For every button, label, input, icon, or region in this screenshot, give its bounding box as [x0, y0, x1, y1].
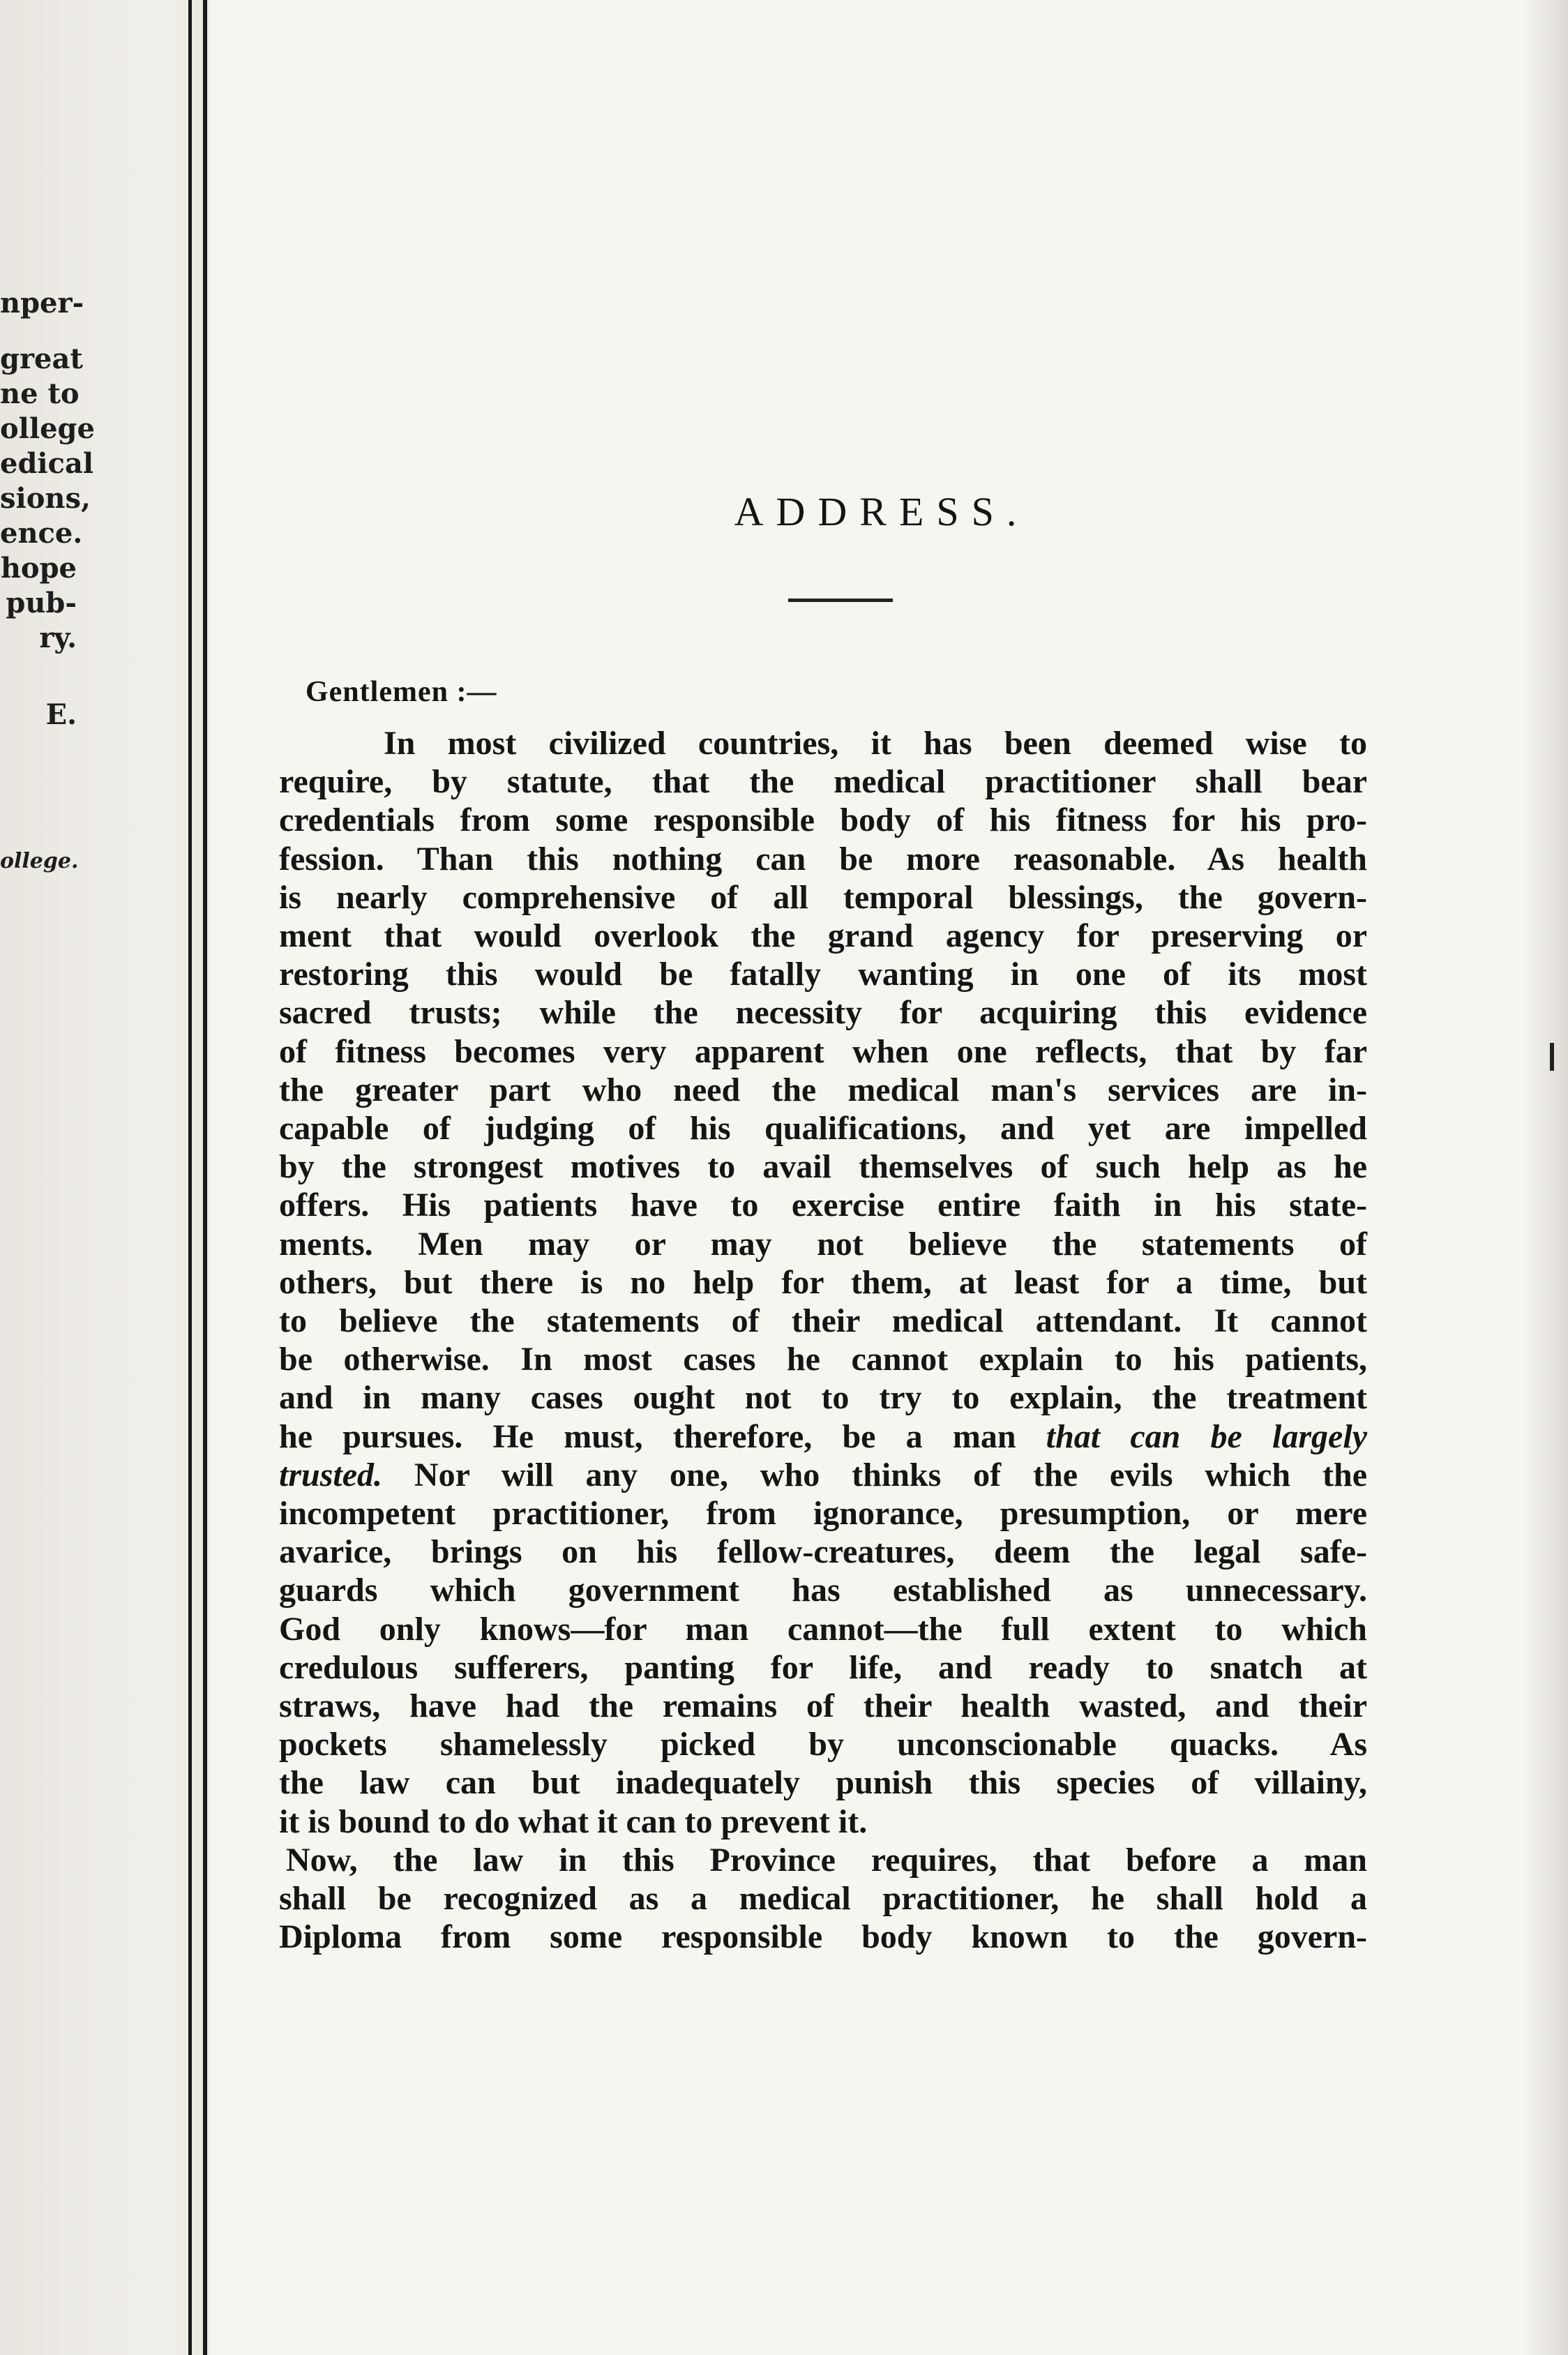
fragment: great	[0, 343, 83, 375]
text-line	[279, 1456, 1367, 1494]
text-line: require, by statute, that the medical practitioner shall bear	[279, 763, 1367, 801]
text-line: ments. Men may or may not believe the statements of	[279, 1225, 1367, 1263]
text-line: fession. Than this nothing can be more reasonable. As health	[279, 840, 1367, 878]
page-title: ADDRESS.	[734, 489, 1030, 534]
text-line: offers. His patients have to exercise entire faith in his state-	[279, 1187, 1367, 1224]
fragment: ollege.	[0, 849, 79, 873]
fragment: sions,	[0, 482, 91, 515]
edge-mark	[1550, 1043, 1554, 1071]
text-line: capable of judging of his qualifications, and yet are impelled	[279, 1110, 1367, 1148]
text-line: Now, the law in this Province requires, that before a man	[286, 1841, 1367, 1879]
text-line: the law can but inadequately punish this species of villainy,	[279, 1764, 1367, 1802]
salutation: Gentlemen :—	[306, 676, 497, 708]
text-line: God only knows—for man cannot—the full extent to which	[279, 1610, 1367, 1648]
text-line: of fitness becomes very apparent when one reflects, that by far	[279, 1032, 1367, 1070]
text-line: be otherwise. In most cases he cannot explain to his patients,	[279, 1341, 1367, 1378]
fragment: E.	[45, 698, 77, 731]
text-line: In most civilized countries, it has been deemed wise to	[384, 725, 1367, 762]
text-line: avarice, brings on his fellow-creatures, deem the legal safe-	[279, 1533, 1367, 1571]
previous-page-fragments	[0, 286, 181, 879]
page-edge-shadow	[1526, 0, 1568, 2355]
text-segment: Nor will any one, who thinks of the evils which the	[382, 1456, 1367, 1493]
fragment: pub-	[6, 587, 77, 619]
fragment: nper-	[0, 287, 84, 319]
text-line: straws, have had the remains of their health wasted, and their	[279, 1687, 1367, 1725]
text-line: others, but there is no help for them, at least for a time, but	[279, 1263, 1367, 1301]
fragment: ne to	[0, 377, 80, 410]
text-line: is nearly comprehensive of all temporal blessings, the govern-	[279, 878, 1367, 916]
body-text	[279, 724, 1367, 1957]
text-line: to believe the statements of their medical attendant. It cannot	[279, 1302, 1367, 1340]
title-rule	[788, 599, 893, 602]
text-line: it is bound to do what it can to prevent it.	[279, 1803, 868, 1840]
text-line: the greater part who need the medical man's services are in-	[279, 1071, 1367, 1108]
fragment: hope	[0, 552, 77, 585]
text-line: sacred trusts; while the necessity for acquiring this evidence	[279, 994, 1367, 1032]
fragment: ry.	[39, 622, 77, 654]
text-line: Diploma from some responsible body known to the govern-	[279, 1918, 1367, 1956]
text-line: restoring this would be fatally wanting in one of its most	[279, 956, 1367, 993]
text-line: credentials from some responsible body of his fitness for his pro-	[279, 802, 1367, 839]
text-line: guards which government has established as unnecessary.	[279, 1572, 1367, 1609]
text-segment: he pursues. He must, therefore, be a man	[279, 1417, 1046, 1455]
fragment: edical	[0, 447, 94, 480]
text-line: ment that would overlook the grand agency for preserving or	[279, 917, 1367, 955]
emphasis-text: that can be largely	[1046, 1417, 1367, 1455]
text-line: incompetent practitioner, from ignorance, presumption, or mere	[279, 1495, 1367, 1533]
text-line: pockets shamelessly picked by unconscionable quacks. As	[279, 1726, 1367, 1763]
gutter-line	[188, 0, 192, 2355]
gutter-line	[203, 0, 207, 2355]
text-line: credulous sufferers, panting for life, and ready to snatch at	[279, 1648, 1367, 1686]
text-line: by the strongest motives to avail themselves of such help as he	[279, 1148, 1367, 1186]
emphasis-text: trusted.	[279, 1456, 383, 1493]
text-line: and in many cases ought not to try to explain, the treatment	[279, 1379, 1367, 1417]
text-line: shall be recognized as a medical practitioner, he shall hold a	[279, 1880, 1367, 1918]
fragment: ence.	[0, 517, 83, 550]
fragment: ollege	[0, 412, 95, 445]
text-line	[279, 1417, 1367, 1456]
